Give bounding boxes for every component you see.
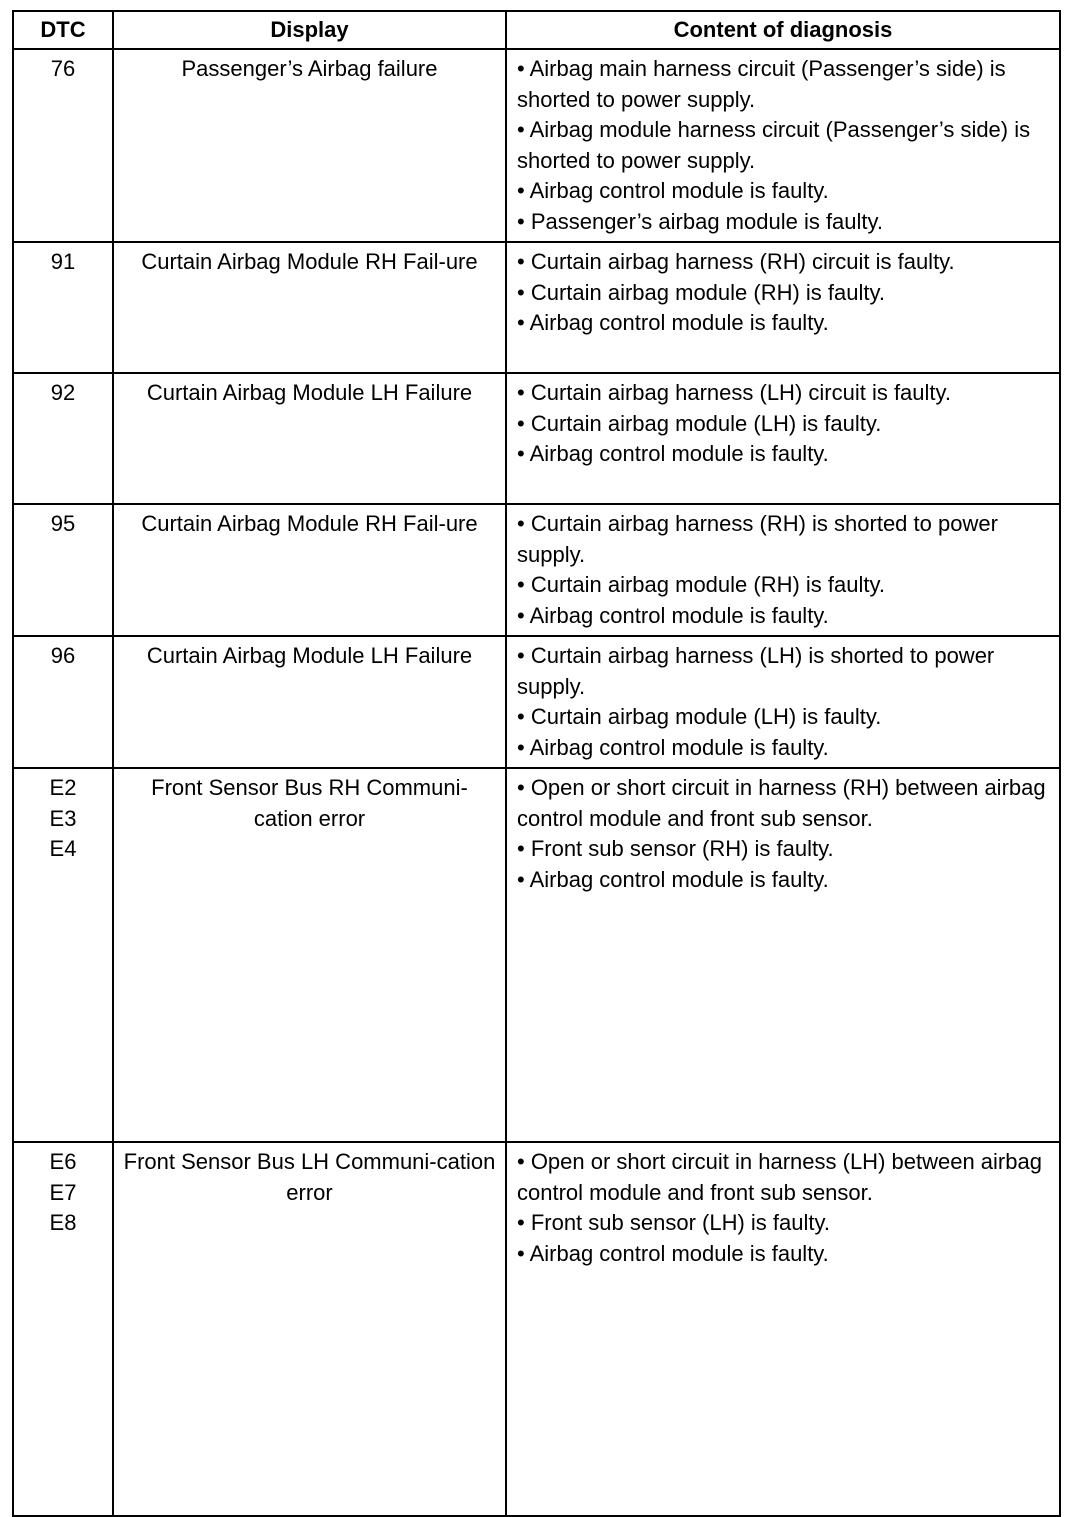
dtc-code: E6 (49, 1149, 77, 1174)
diagnosis-item: • Curtain airbag harness (RH) circuit is faulty. (517, 249, 955, 274)
display-text: Curtain Airbag Module RH Fail-ure (141, 511, 478, 536)
dtc-cell (13, 768, 113, 1142)
diagnosis-item: • Curtain airbag module (RH) is faulty. (517, 572, 885, 597)
content-cell (506, 49, 1060, 242)
display-cell: Curtain Airbag Module LH Failure (113, 373, 506, 504)
dtc-code: E2 (49, 775, 77, 800)
diagnosis-item: • Airbag control module is faulty. (517, 1240, 829, 1266)
diagnosis-item: • Open or short circuit in harness (LH) between airbag control module and front sub sensor. (517, 1149, 1042, 1205)
dtc-diagnosis-table (12, 10, 1061, 1517)
content-cell (506, 768, 1060, 1142)
diagnosis-item: • Airbag control module is faulty. (517, 866, 829, 892)
dtc-code: E8 (49, 1210, 77, 1235)
diagnosis-item: • Curtain airbag harness (RH) is shorted to power supply. (517, 511, 998, 567)
dtc-cell (13, 49, 113, 242)
dtc-cell (13, 373, 113, 504)
diagnosis-item: • Airbag control module is faulty. (517, 178, 829, 203)
display-cell: Curtain Airbag Module LH Failure (113, 636, 506, 768)
header-dtc: DTC (13, 11, 113, 49)
diagnosis-item: • Airbag main harness circuit (Passenger’s side) is shorted to power supply. (517, 56, 1006, 112)
content-cell (506, 636, 1060, 768)
diagnosis-item: • Curtain airbag harness (LH) is shorted to power supply. (517, 643, 995, 699)
header-content: Content of diagnosis (506, 11, 1060, 49)
display-cell (113, 768, 506, 1142)
diagnosis-item: • Passenger’s airbag module is faulty. (517, 208, 884, 234)
diagnosis-item: • Airbag control module is faulty. (517, 734, 829, 760)
table-row (13, 504, 1060, 636)
display-cell (113, 242, 506, 373)
dtc-cell (13, 1142, 113, 1516)
table-row (13, 636, 1060, 768)
dtc-code: 91 (50, 249, 76, 274)
diagnosis-item: • Curtain airbag module (LH) is faulty. (517, 704, 882, 729)
dtc-code: 95 (50, 511, 76, 536)
content-cell (506, 242, 1060, 373)
display-cell (113, 1142, 506, 1516)
table-row (13, 1142, 1060, 1516)
table-row (13, 768, 1060, 1142)
table-row (13, 373, 1060, 504)
content-cell (506, 1142, 1060, 1516)
header-display: Display (113, 11, 506, 49)
dtc-code: E3 (49, 805, 77, 831)
diagnosis-item: • Curtain airbag harness (LH) circuit is faulty. (517, 380, 952, 405)
diagnosis-item: • Open or short circuit in harness (RH) between airbag control module and front sub sensor. (517, 775, 1046, 831)
dtc-cell (13, 636, 113, 768)
table-header-row (13, 11, 1060, 49)
dtc-cell (13, 242, 113, 373)
display-cell: Passenger’s Airbag failure (113, 49, 506, 242)
dtc-code: E4 (49, 836, 77, 861)
dtc-code: 96 (50, 643, 76, 668)
diagnosis-item: • Curtain airbag module (RH) is faulty. (517, 279, 885, 305)
dtc-code: 76 (50, 56, 76, 81)
display-text: Front Sensor Bus RH Communi-cation error (151, 775, 468, 831)
diagnosis-item: • Airbag module harness circuit (Passenger’s side) is shorted to power supply. (517, 117, 1031, 173)
display-text: Front Sensor Bus LH Communi-cation error (123, 1149, 496, 1205)
dtc-code: E7 (49, 1179, 77, 1205)
display-text: Curtain Airbag Module RH Fail-ure (141, 249, 478, 274)
dtc-cell (13, 504, 113, 636)
diagnosis-item: • Airbag control module is faulty. (517, 441, 829, 466)
content-cell (506, 504, 1060, 636)
diagnosis-item: • Front sub sensor (RH) is faulty. (517, 836, 834, 861)
table-row (13, 242, 1060, 373)
content-cell (506, 373, 1060, 504)
dtc-code: 92 (50, 380, 76, 405)
diagnosis-item: • Curtain airbag module (LH) is faulty. (517, 410, 882, 436)
diagnosis-item: • Front sub sensor (LH) is faulty. (517, 1210, 830, 1235)
table-row (13, 49, 1060, 242)
display-cell (113, 504, 506, 636)
diagnosis-item: • Airbag control module is faulty. (517, 310, 829, 335)
diagnosis-item: • Airbag control module is faulty. (517, 602, 829, 628)
